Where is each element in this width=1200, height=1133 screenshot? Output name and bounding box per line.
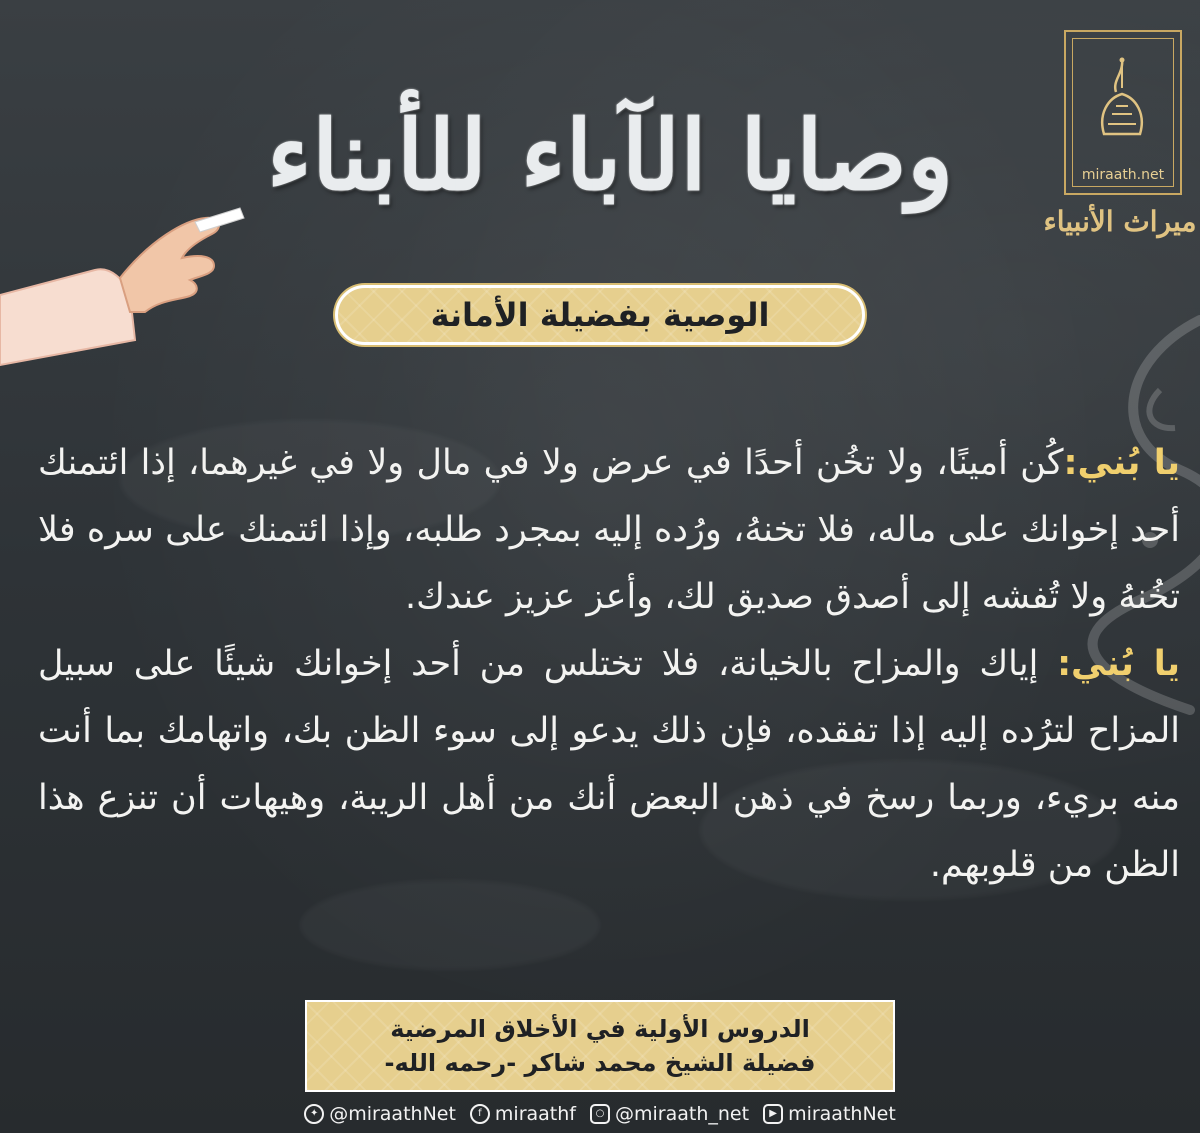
social-link-facebook[interactable] <box>470 1103 576 1125</box>
subtitle-banner <box>335 285 865 345</box>
page-title: وصايا الآباء للأبناء <box>266 98 954 212</box>
source-book-title: الدروس الأولية في الأخلاق المرضية <box>390 1015 810 1043</box>
youtube-icon: ▶ <box>763 1104 783 1124</box>
calligraphy-emblem-icon <box>1094 54 1150 144</box>
advice-content <box>38 430 1180 899</box>
paragraph-text: كُن أمينًا، ولا تخُن أحدًا في عرض ولا في مال ولا في غيرهما، إذا ائتمنك أحد إخوانك على ماله، فلا تخنهُ، ورُده إليه بمجرد طلبه، وإذا ائتمنك على سره فلا تخُنهُ ولا تُفشه إلى أصدق صديق لك، وأعز عزيز عندك. <box>38 443 1180 617</box>
source-author: فضيلة الشيخ محمد شاكر -رحمه الله- <box>384 1049 816 1077</box>
social-link-instagram[interactable] <box>590 1103 749 1125</box>
source-citation <box>305 1000 895 1092</box>
facebook-handle: miraathf <box>494 1103 576 1125</box>
facebook-icon: f <box>470 1104 490 1124</box>
instagram-icon: ○ <box>590 1104 610 1124</box>
paragraph-text: إياك والمزاح بالخيانة، فلا تختلس من أحد إخوانك شيئًا على سبيل المزاح لترُده إليه إذا تفقده، فإن ذلك يدعو إلى سوء الظن بك، واتهامك بما أنت منه بريء، وربما رسخ في ذهن البعض أنك من أهل الريبة، وهيهات أن تنزع هذا الظن من قلوبهم. <box>38 644 1180 885</box>
social-link-twitter[interactable] <box>304 1103 456 1125</box>
instagram-handle: @miraath_net <box>615 1103 750 1125</box>
paragraph-lead: يا بُني: <box>1057 644 1180 684</box>
social-links-bar <box>270 1096 930 1132</box>
social-link-youtube[interactable] <box>763 1103 896 1125</box>
youtube-handle: miraathNet <box>788 1103 896 1125</box>
advice-paragraph <box>38 430 1180 631</box>
brand-url: miraath.net <box>1081 167 1165 183</box>
advice-paragraph <box>38 631 1180 899</box>
twitter-icon: ✦ <box>304 1104 324 1124</box>
brand-name: ميراث الأنبياء <box>1043 205 1197 238</box>
paragraph-lead: يا بُني: <box>1063 443 1180 483</box>
subtitle-text: الوصية بفضيلة الأمانة <box>430 296 770 334</box>
brand-logo <box>1064 30 1182 195</box>
twitter-handle: @miraathNet <box>329 1103 456 1125</box>
